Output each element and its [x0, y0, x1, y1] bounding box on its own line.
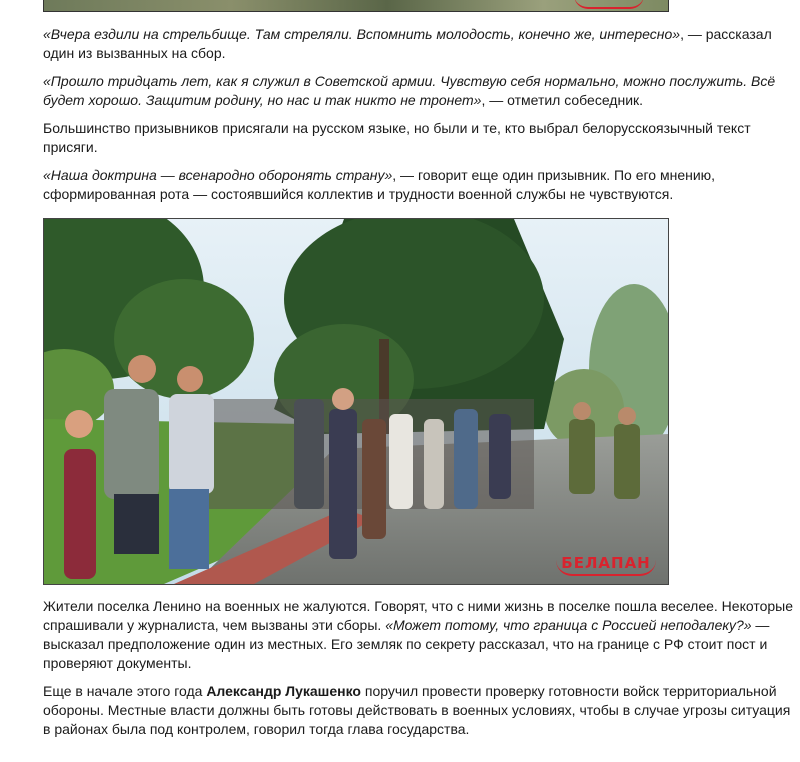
paragraph-text: Большинство призывников присягали на русском языке, но были и те, кто выбрал белорусскоязычный текст присяги.	[43, 120, 751, 155]
paragraph-text: Еще в начале этого года	[43, 683, 207, 699]
paragraph-text: поручил провести проверку готовности войск территориальной обороны. Местные власти должны быть готовы действовать в военных условиях, чтобы в случае угрозы ситуация в районах была под контролем, говорил тогда глава государства.	[43, 683, 791, 737]
quote: «Прошло тридцать лет, как я служил в Советской армии. Чувствую себя нормально, можно послужить. Всё будет хорошо. Защитим родину, но нас и так никто не тронет»	[43, 73, 776, 108]
article	[43, 0, 795, 748]
quote: «Может потому, что граница с Россией неподалеку?»	[385, 617, 752, 633]
person-name: Александр Лукашенко	[206, 683, 361, 699]
paragraph-5	[43, 597, 795, 673]
paragraph-text: , — рассказал один из вызванных на сбор.	[43, 26, 772, 61]
paragraph-4	[43, 166, 795, 204]
quote: «Вчера ездили на стрельбище. Там стреляли. Вспомнить молодость, конечно же, интересно»	[43, 26, 681, 42]
watermark-text: БЕЛАПАН	[561, 554, 651, 572]
paragraph-text: , — говорит еще один призывник. По его мнению, сформированная рота — состоявшийся коллектив и трудности военной службы не чувствуются.	[43, 167, 716, 202]
top-photo	[43, 0, 669, 12]
paragraph-1	[43, 25, 795, 63]
watermark-logo	[556, 554, 656, 576]
paragraph-3	[43, 119, 795, 157]
paragraph-6	[43, 682, 795, 739]
paragraph-2	[43, 72, 795, 110]
quote: «Наша доктрина — всенародно оборонять страну»	[43, 167, 393, 183]
article-photo	[43, 218, 669, 585]
paragraph-text: — высказал предположение один из местных. Его земляк по секрету рассказал, что на границе с РФ стоит пост и проверяют документы.	[43, 617, 770, 671]
paragraph-text: , — отметил собеседник.	[481, 92, 644, 108]
watermark-logo-icon	[574, 0, 644, 9]
photo-illustration	[44, 219, 668, 584]
paragraph-text: Жители поселка Ленино на военных не жалуются. Говорят, что с ними жизнь в поселке пошла веселее. Некоторые спрашивали у журналиста, чем вызваны эти сборы.	[43, 598, 794, 633]
